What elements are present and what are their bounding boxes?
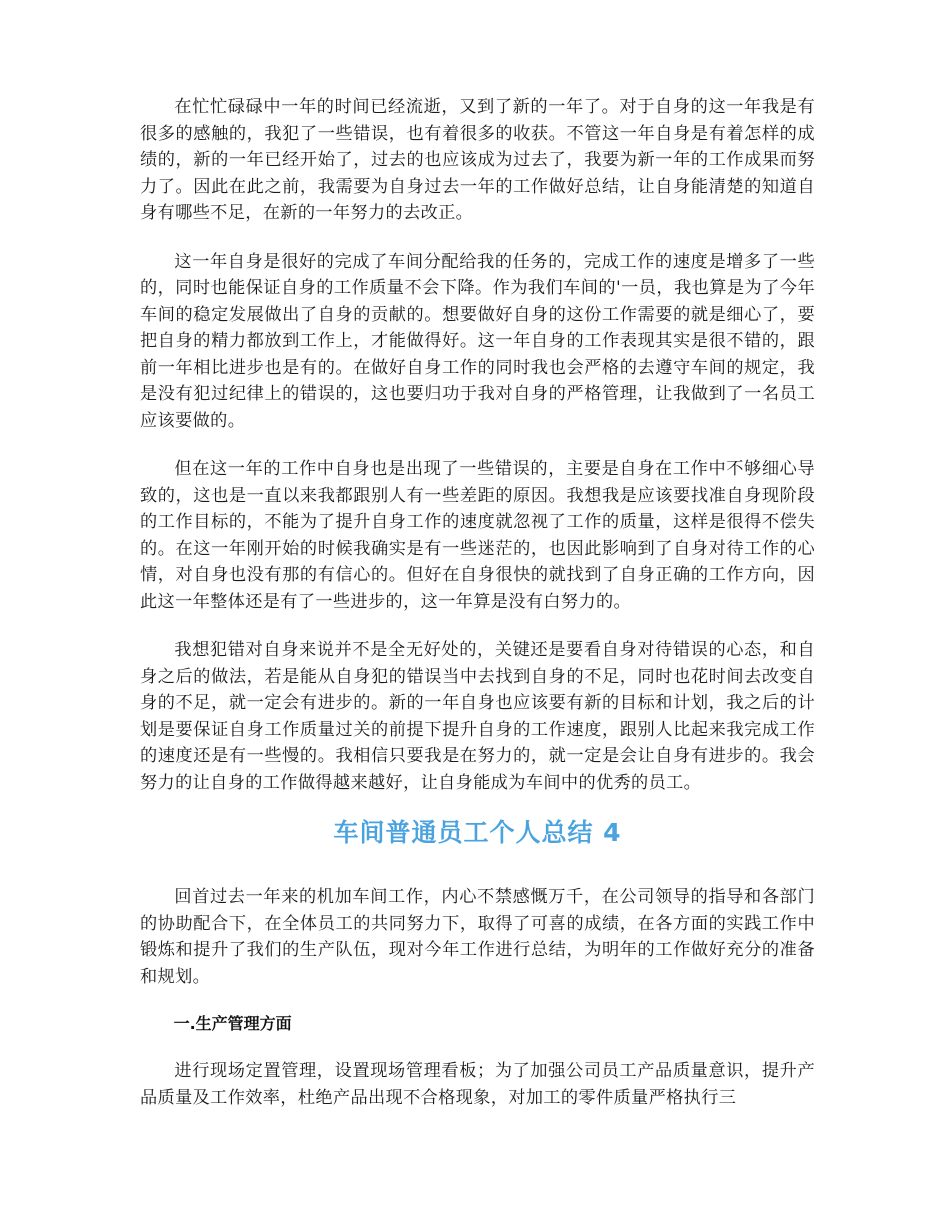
document-body xyxy=(140,94,815,1133)
paragraph-2: 这一年自身是很好的完成了车间分配给我的任务的，完成工作的速度是增多了一些的，同时也能保证自身的工作质量不会下降。作为我们车间的'一员，我也算是为了今年车间的稳定发展做出了自身的贡献的。想要做好自身的这份工作需要的就是细心了，要把自身的精力都放到工作上，才能做得好。这一年自身的工作表现其实是很不错的，跟前一年相比进步也是有的。在做好自身工作的同时我也会严格的去遵守车间的规定，我是没有犯过纪律上的错误的，这也要归功于我对自身的严格管理，让我做到了一名员工应该要做的。 xyxy=(140,251,815,431)
intro-paragraph: 回首过去一年来的机加车间工作，内心不禁感慨万千，在公司领导的指导和各部门的协助配合下，在全体员工的共同努力下，取得了可喜的成绩，在各方面的实践工作中锻炼和提升了我们的生产队伍，现对今年工作进行总结，为明年的工作做好充分的准备和规划。 xyxy=(140,887,815,987)
paragraph-3: 但在这一年的工作中自身也是出现了一些错误的，主要是自身在工作中不够细心导致的，这也是一直以来我都跟别人有一些差距的原因。我想我是应该要找准自身现阶段的工作目标的，不能为了提升自身工作的速度就忽视了工作的质量，这样是很得不偿失的。在这一年刚开始的时候我确实是有一些迷茫的，也因此影响到了自身对待工作的心情，对自身也没有那的有信心的。但好在自身很快的就找到了自身正确的工作方向，因此这一年整体还是有了一些进步的，这一年算是没有白努力的。 xyxy=(140,459,815,612)
paragraph-last: 进行现场定置管理，设置现场管理看板；为了加强公司员工产品质量意识，提升产品质量及工作效率，杜绝产品出现不合格现象，对加工的零件质量严格执行三 xyxy=(140,1061,815,1108)
paragraph-1: 在忙忙碌碌中一年的时间已经流逝，又到了新的一年了。对于自身的这一年我是有很多的感触的，我犯了一些错误，也有着很多的收获。不管这一年自身是有着怎样的成绩的，新的一年已经开始了，过去的也应该成为过去了，我要为新一年的工作成果而努力了。因此在此之前，我需要为自身过去一年的工作做好总结，让自身能清楚的知道自身有哪些不足，在新的一年努力的去改正。 xyxy=(140,97,815,223)
paragraph-4: 我想犯错对自身来说并不是全无好处的，关键还是要看自身对待错误的心态，和自身之后的做法，若是能从自身犯的错误当中去找到自身的不足，同时也花时间去改变自身的不足，就一定会有进步的。新的一年自身也应该要有新的目标和计划，我之后的计划是要保证自身工作质量过关的前提下提升自身的工作速度，跟别人比起来我完成工作的速度还是有一些慢的。我相信只要我是在努力的，就一定是会让自身有进步的。我会努力的让自身的工作做得越来越好，让自身能成为车间中的优秀的员工。 xyxy=(140,640,815,793)
section-title: 车间普通员工个人总结 4 xyxy=(333,818,622,847)
sub-heading-production-management: 一.生产管理方面 xyxy=(173,1014,292,1033)
